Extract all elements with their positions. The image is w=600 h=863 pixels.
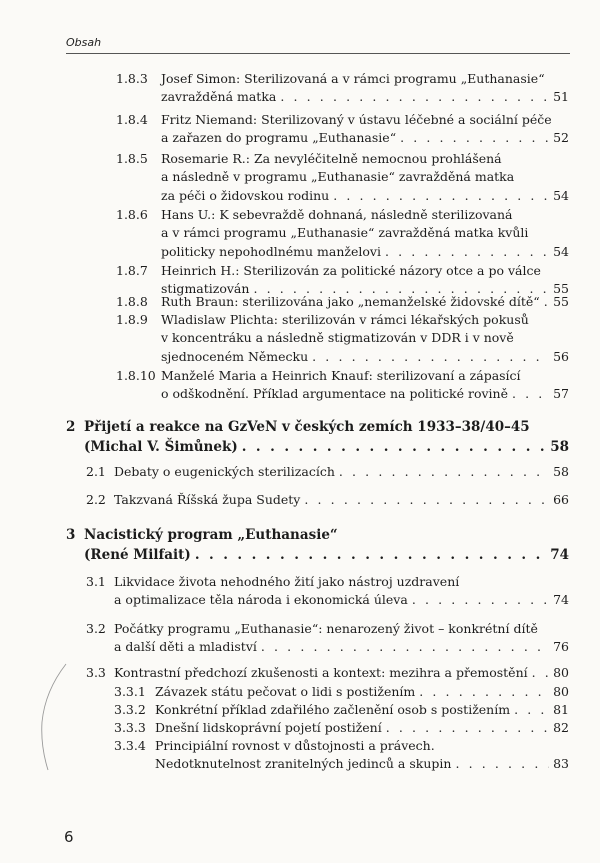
toc-entry-title bbox=[161, 111, 569, 148]
toc-entry-title-line: Konkrétní příklad zdařilého začlenění osob s postižením bbox=[155, 702, 511, 717]
toc-entry-last-line bbox=[161, 88, 569, 106]
toc-entry-title-line: a následně v programu „Euthanasie“ zavražděná matka bbox=[161, 169, 515, 185]
toc-entry-page: 54 bbox=[553, 187, 569, 203]
toc-entry-number: 3.3.3 bbox=[114, 720, 146, 735]
toc-entry-number: 1.8.8 bbox=[116, 294, 148, 309]
toc-entry-title-line: politicky nepohodlnému manželovi bbox=[161, 243, 381, 259]
toc-entry-last-line bbox=[155, 683, 569, 701]
toc-entry-title-line: Josef Simon: Sterilizovaná a v rámci programu „Euthanasie“ bbox=[161, 71, 545, 86]
page-number: 6 bbox=[64, 828, 74, 846]
toc-entry-title-line: (René Milfait) bbox=[84, 547, 191, 563]
toc-entry-title-line: a optimalizace těla národa i ekonomická úleva bbox=[114, 592, 408, 608]
toc-entry-number: 2.2 bbox=[86, 492, 106, 507]
pencil-bracket-mark bbox=[30, 662, 70, 772]
toc-entry-title bbox=[161, 367, 569, 404]
running-header: Obsah bbox=[66, 36, 102, 49]
toc-entry-title-line: a zařazen do programu „Euthanasie“ bbox=[161, 130, 397, 146]
toc-entry-title-line: v koncentráku a následně stigmatizován v DDR i v nově bbox=[161, 330, 514, 346]
toc-entry-page: 58 bbox=[553, 464, 569, 479]
toc-entry-number: 1.8.5 bbox=[116, 151, 148, 166]
toc-entry-page: 55 bbox=[553, 294, 569, 309]
toc-entry-number: 3.1 bbox=[86, 574, 106, 589]
toc-entry-number: 1.8.3 bbox=[116, 71, 148, 86]
toc-entry-title bbox=[114, 620, 569, 657]
toc-entry-title bbox=[155, 701, 569, 719]
toc-entry-title-line: za péči o židovskou rodinu bbox=[161, 187, 330, 203]
toc-entry-title-line: (Michal V. Šimůnek) bbox=[84, 439, 238, 455]
toc-entry-title-line: Manželé Maria a Heinrich Knauf: sterilizovaní a zápasící bbox=[161, 368, 521, 383]
toc-entry-number: 1.8.9 bbox=[116, 312, 148, 327]
toc-entry-last-line bbox=[161, 348, 569, 366]
leader-dots bbox=[532, 664, 549, 682]
toc-entry-title bbox=[161, 311, 569, 366]
leader-dots bbox=[400, 129, 549, 147]
toc-entry-number: 3.2 bbox=[86, 621, 106, 636]
toc-entry-title-line: a v rámci programu „Euthanasie“ zavražděná matka kvůli bbox=[161, 225, 529, 241]
toc-entry-last-line bbox=[114, 463, 569, 481]
toc-entry-title bbox=[161, 70, 569, 107]
toc-entry-number: 1.8.10 bbox=[116, 368, 156, 383]
toc-entry-page: 51 bbox=[553, 89, 569, 105]
toc-entry-page: 76 bbox=[553, 639, 569, 655]
toc-entry-page: 81 bbox=[553, 702, 569, 717]
toc-entry-title-line: Nacistický program „Euthanasie“ bbox=[84, 527, 338, 543]
toc-entry-title-line: o odškodnění. Příklad argumentace na politické rovině bbox=[161, 386, 508, 402]
leader-dots bbox=[339, 463, 549, 481]
toc-entry-title bbox=[84, 525, 569, 565]
toc-entry-title-line: stigmatizován bbox=[161, 281, 250, 297]
toc-entry-page: 56 bbox=[553, 348, 569, 364]
toc-entry-title-line: Wladislaw Plichta: sterilizován v rámci lékařských pokusů bbox=[161, 312, 529, 327]
toc-entry-title-line: a další děti a mladiství bbox=[114, 639, 257, 655]
leader-dots bbox=[386, 719, 549, 737]
toc-entry-last-line bbox=[84, 437, 569, 457]
toc-entry-last-line bbox=[155, 719, 569, 737]
toc-entry-last-line bbox=[114, 491, 569, 509]
toc-entry-page: 80 bbox=[553, 684, 569, 699]
leader-dots bbox=[304, 491, 549, 509]
toc-entry-title-line: Ruth Braun: sterilizována jako „nemanželské židovské dítě“ bbox=[161, 294, 540, 309]
leader-dots bbox=[242, 437, 546, 457]
toc-entry-title-line: Kontrastní předchozí zkušenosti a kontext: mezihra a přemostění bbox=[114, 665, 528, 680]
toc-entry-title-line: Fritz Niemand: Sterilizovaný v ústavu léčebné a sociální péče bbox=[161, 112, 552, 127]
toc-entry-title bbox=[114, 491, 569, 509]
toc-entry-page: 80 bbox=[553, 665, 569, 680]
toc-entry-title bbox=[155, 737, 569, 774]
toc-entry-last-line bbox=[161, 129, 569, 147]
toc-entry-title-line: Závazek státu pečovat o lidi s postižením bbox=[155, 684, 416, 699]
toc-entry-last-line bbox=[155, 755, 569, 773]
toc-entry-number: 1.8.7 bbox=[116, 263, 148, 278]
toc-entry-number: 3.3.4 bbox=[114, 738, 146, 753]
leader-dots bbox=[412, 591, 549, 609]
toc-entry-number: 2 bbox=[66, 419, 76, 435]
leader-dots bbox=[544, 293, 549, 311]
leader-dots bbox=[514, 701, 549, 719]
toc-entry-title bbox=[155, 719, 569, 737]
toc-entry-number: 2.1 bbox=[86, 464, 106, 479]
toc-entry-last-line bbox=[161, 187, 569, 205]
toc-entry-title-line: Debaty o eugenických sterilizacích bbox=[114, 464, 335, 479]
toc-entry-last-line bbox=[114, 664, 569, 682]
toc-entry-page: 74 bbox=[550, 547, 569, 563]
header-rule bbox=[66, 53, 570, 54]
leader-dots bbox=[512, 385, 549, 403]
toc-entry-page: 66 bbox=[553, 492, 569, 507]
toc-entry-page: 57 bbox=[553, 386, 569, 402]
toc-entry-title-line: Dnešní lidskoprávní pojetí postižení bbox=[155, 720, 382, 735]
toc-entry-title-line: Počátky programu „Euthanasie“: nenarozený život – konkrétní dítě bbox=[114, 621, 538, 636]
leader-dots bbox=[312, 348, 549, 366]
toc-entry-title bbox=[114, 664, 569, 682]
toc-entry-page: 55 bbox=[553, 281, 569, 297]
toc-entry-last-line bbox=[161, 243, 569, 261]
toc-entry-title-line: Hans U.: K sebevraždě dohnaná, následně sterilizovaná bbox=[161, 207, 513, 222]
toc-entry-title bbox=[84, 417, 569, 457]
leader-dots bbox=[333, 187, 549, 205]
toc-entry-title bbox=[114, 463, 569, 481]
toc-entry-title-line: zavražděná matka bbox=[161, 89, 277, 105]
toc-entry-page: 52 bbox=[553, 130, 569, 146]
toc-entry-number: 1.8.6 bbox=[116, 207, 148, 222]
toc-entry-number: 3.3 bbox=[86, 665, 106, 680]
toc-entry-title-line: Přijetí a reakce na GzVeN v českých zemích 1933–38/40–45 bbox=[84, 419, 530, 435]
leader-dots bbox=[419, 683, 549, 701]
toc-entry-title bbox=[161, 206, 569, 261]
toc-entry-last-line bbox=[161, 385, 569, 403]
toc-entry-page: 54 bbox=[553, 243, 569, 259]
toc-entry-title bbox=[161, 293, 569, 311]
toc-entry-title-line: Nedotknutelnost zranitelných jedinců a skupin bbox=[155, 756, 452, 772]
toc-entry-title-line: Rosemarie R.: Za nevyléčitelně nemocnou prohlášená bbox=[161, 151, 502, 166]
toc-entry-title bbox=[155, 683, 569, 701]
toc-entry-number: 3.3.1 bbox=[114, 684, 146, 699]
leader-dots bbox=[195, 545, 546, 565]
leader-dots bbox=[261, 638, 549, 656]
toc-entry-title-line: Principiální rovnost v důstojnosti a právech. bbox=[155, 738, 435, 753]
toc-entry-title-line: Likvidace života nehodného žití jako nástroj uzdravení bbox=[114, 574, 460, 589]
leader-dots bbox=[280, 88, 549, 106]
toc-entry-page: 82 bbox=[553, 720, 569, 735]
toc-entry-last-line bbox=[84, 545, 569, 565]
toc-entry-page: 83 bbox=[553, 756, 569, 772]
toc-entry-title bbox=[161, 150, 569, 205]
toc-entry-page: 58 bbox=[550, 439, 569, 455]
toc-entry-page: 74 bbox=[553, 592, 569, 608]
toc-entry-title-line: sjednoceném Německu bbox=[161, 348, 309, 364]
toc-entry-last-line bbox=[161, 293, 569, 311]
leader-dots bbox=[455, 755, 549, 773]
toc-entry-title-line: Heinrich H.: Sterilizován za politické názory otce a po válce bbox=[161, 263, 541, 278]
toc-entry-number: 1.8.4 bbox=[116, 112, 148, 127]
toc-entry-title bbox=[114, 573, 569, 610]
toc-entry-number: 3.3.2 bbox=[114, 702, 146, 717]
toc-entry-last-line bbox=[114, 638, 569, 656]
toc-entry-last-line bbox=[114, 591, 569, 609]
leader-dots bbox=[385, 243, 549, 261]
toc-entry-number: 3 bbox=[66, 527, 76, 543]
toc-entry-last-line bbox=[155, 701, 569, 719]
toc-entry-title-line: Takzvaná Říšská župa Sudety bbox=[114, 492, 301, 507]
